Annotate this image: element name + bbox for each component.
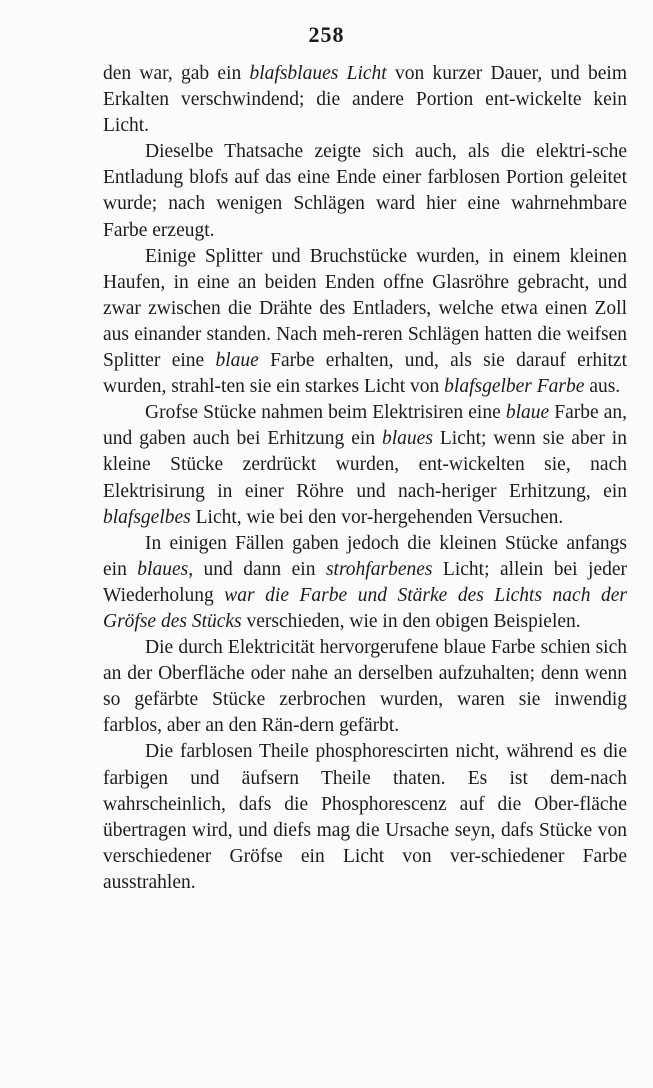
italic-text: blaues bbox=[137, 558, 189, 580]
page-number: 258 bbox=[308, 22, 345, 47]
text-run: von kurzer Dauer, und beim Erkalten verschwindend; die andere Portion ent-wickelte kein Licht. bbox=[103, 63, 627, 137]
paragraph bbox=[103, 244, 627, 401]
italic-text: war die Farbe und Stärke des Lichts nach der Gröfse des Stücks bbox=[103, 584, 627, 632]
text-run: verschieden, wie in den obigen Beispielen. bbox=[241, 610, 581, 632]
text-run: Die durch Elektricität hervorgerufene blaue Farbe schien sich an der Oberfläche oder nahe an derselben aufzuhalten; denn wenn so gefärbte Stücke zerbrochen wurden, waren sie inwendig farblos, aber an den Rän-dern gefärbt. bbox=[103, 637, 627, 737]
italic-text: blafsgelbes bbox=[103, 506, 191, 528]
paragraph bbox=[103, 739, 627, 896]
paragraph bbox=[103, 635, 627, 739]
text-run: Licht; allein bei jeder Wiederholung bbox=[103, 558, 627, 606]
text-run: Farbe erhalten, und, als sie darauf erhitzt wurden, strahl-ten sie ein starkes Licht von bbox=[103, 350, 627, 398]
text-run: Dieselbe Thatsache zeigte sich auch, als die elektri-sche Entladung blofs auf das eine Ende einer farblosen Portion geleitet wurde; nach wenigen Schlägen ward hier eine wahrnehmbare Farbe erzeugt. bbox=[103, 141, 627, 241]
paragraph bbox=[103, 531, 627, 635]
body-text bbox=[103, 61, 627, 896]
text-run: In einigen Fällen gaben jedoch die kleinen Stücke anfangs ein bbox=[103, 532, 627, 580]
paragraph bbox=[103, 400, 627, 530]
italic-text: blafsblaues Licht bbox=[249, 63, 387, 84]
text-run: Die farblosen Theile phosphorescirten nicht, während es die farbigen und äufsern Theile thaten. Es ist dem-nach wahrscheinlich, dafs die Phosphorescenz auf die Ober-fläche übertragen wird, und diefs mag die Ursache seyn, dafs Stücke von verschiedener Gröfse ein Licht von ver-schiedener Farbe ausstrahlen. bbox=[103, 741, 627, 893]
text-run: Farbe an, und gaben auch bei Erhitzung ein bbox=[103, 402, 627, 450]
italic-text: blaues bbox=[382, 428, 433, 450]
text-run: Licht; wenn sie aber in kleine Stücke zerdrückt wurden, ent-wickelten sie, nach Elektrisirung in einer Röhre und nach-heriger Erhitzung, ein bbox=[103, 428, 627, 502]
paragraph bbox=[103, 139, 627, 243]
text-run: aus. bbox=[584, 376, 621, 398]
text-run: Grofse Stücke nahmen beim Elektrisiren eine bbox=[145, 402, 506, 424]
italic-text: blaue bbox=[505, 402, 550, 424]
text-run: Licht, wie bei den vor-hergehenden Versuchen. bbox=[190, 506, 564, 528]
text-run: den war, gab ein bbox=[103, 63, 250, 84]
text-run: Einige Splitter und Bruchstücke wurden, in einem kleinen Haufen, in eine an beiden Enden offne Glasröhre gebracht, und zwar zwischen die Drähte des Entladers, welche etwa einen Zoll aus einander standen. Nach meh-reren Schlägen hatten die weifsen Splitter eine bbox=[103, 245, 627, 372]
text-run: , und dann ein bbox=[188, 558, 326, 580]
italic-text: blaue bbox=[215, 350, 259, 372]
italic-text: blafsgelber Farbe bbox=[444, 376, 585, 398]
italic-text: strohfarbenes bbox=[325, 558, 433, 580]
paragraph bbox=[103, 61, 627, 139]
